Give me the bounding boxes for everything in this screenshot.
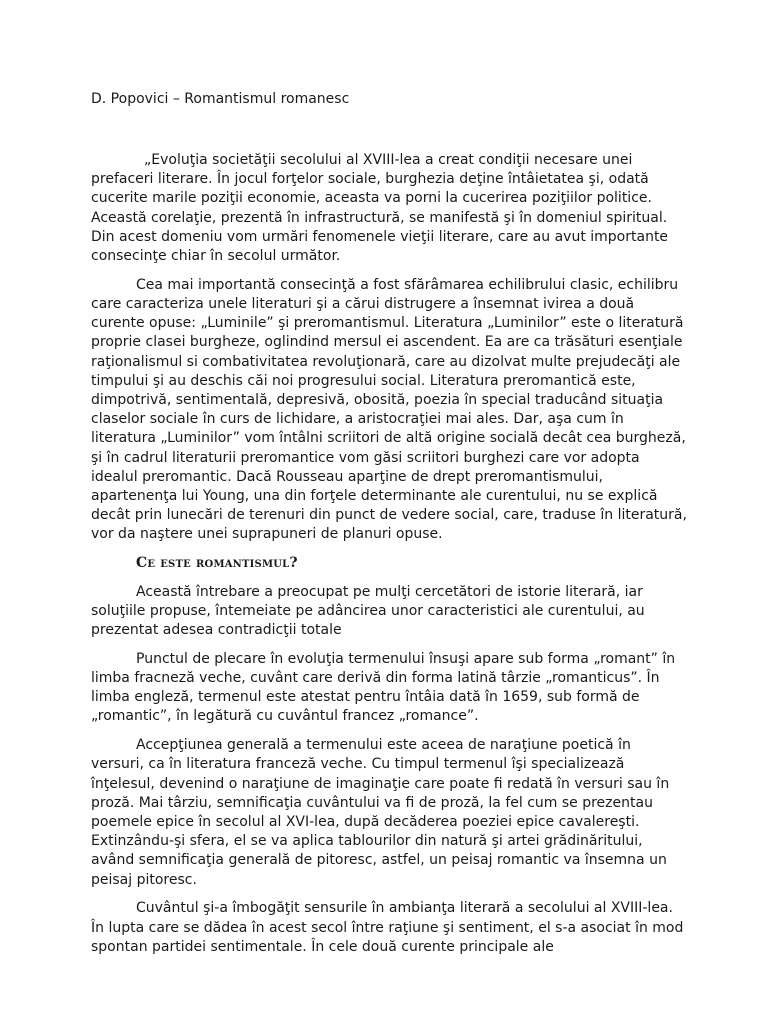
paragraph: Punctul de plecare în evoluţia termenului însuşi apare sub forma „romant” în limba fracneză veche, cuvânt care derivă din forma latină târzie „romanticus”. În limba engleză, termenul este atestat pentru întâia dată în 1659, sub formă de „romantic”, în legătură cu cuvântul francez „romance”. bbox=[91, 650, 676, 725]
paragraph: „Evoluţia societăţii secolului al XVIII-lea a creat condiţii necesare unei prefaceri literare. În jocul forţelor sociale, burghezia deţine întâietatea şi, odată cucerite marile poziţii economie, aceasta va porni la cucerirea poziţiilor politice. Această corelaţie, prezentă în infrastructură, se manifestă şi în domeniul spiritual. Din acest domeniu vom urmări fenomenele vieţii literare, care au avut importante consecinţe chiar în secolul următor. bbox=[91, 152, 669, 265]
paragraph: Cea mai importantă consecinţă a fost sfărâmarea echilibrului clasic, echilibru care caracteriza unele literaturi şi a cărui distrugere a însemnat ivirea a două curente opuse: „Luminile” şi preromantismul. Literatura „Luminilor” este o literatură proprie clasei burgheze, oglindind mersul ei ascendent. Ea are ca trăsături esenţiale raţionalismul si combativitatea revoluţionară, care au dizolvat multe prejudecăţi ale timpului şi au deschis căi noi progresului social. Literatura preromantică este, dimpotrivă, sentimentală, depresivă, obosită, poezia în special traducând situaţia claselor sociale în curs de lichidare, a aristocraţiei mai ales. Dar, aşa cum în literatura „Luminilor” vom întâlni scriitori de altă origine socială decât cea burgheză, şi în cadrul literaturii preromantice vom găsi scriitori burghezi care vor adopta idealul preromantic. Dacă Rousseau aparţine de drept preromantismului, apartenenţa lui Young, una din forţele determinante ale curentului, nu se explică decât prin lunecări de terenuri din punct de vedere social, care, traduse în literatură, vor da naştere unei suprapuneri de planuri opuse. bbox=[91, 276, 687, 543]
section-heading: Ce este romantismul? bbox=[136, 555, 298, 572]
document-header: D. Popovici – Romantismul romanesc bbox=[91, 91, 350, 107]
paragraph: Accepţiunea generală a termenului este aceea de naraţiune poetică în versuri, ca în literatura franceză veche. Cu timpul termenul îşi specializează înţelesul, devenind o naraţiune de imaginaţie care poate fi redată în versuri sau în proză. Mai târziu, semnificaţia cuvântului va fi de proză, la fel cum se prezentau poemele epice în secolul al XVI-lea, după decăderea poeziei epice cavalereşti. Extinzându-şi sfera, el se va aplica tablourilor din natură şi artei grădinăritului, având semnificaţia generală de pitoresc, astfel, un peisaj romantic va însemna un peisaj pitoresc. bbox=[91, 737, 670, 888]
paragraph: Această întrebare a preocupat pe mulţi cercetători de istorie literară, iar soluţiile propuse, întemeiate pe adâncirea unor caracteristici ale curentului, au prezentat adesea contradicţii totale bbox=[91, 583, 645, 639]
document-body bbox=[91, 151, 687, 966]
paragraph: Cuvântul şi-a îmbogăţit sensurile în ambianţa literară a secolului al XVIII-lea. În lupta care se dădea în acest secol între raţiune şi sentiment, el s-a asociat în mod spontan partidei sentimentale. În cele două curente principale ale bbox=[91, 900, 684, 955]
